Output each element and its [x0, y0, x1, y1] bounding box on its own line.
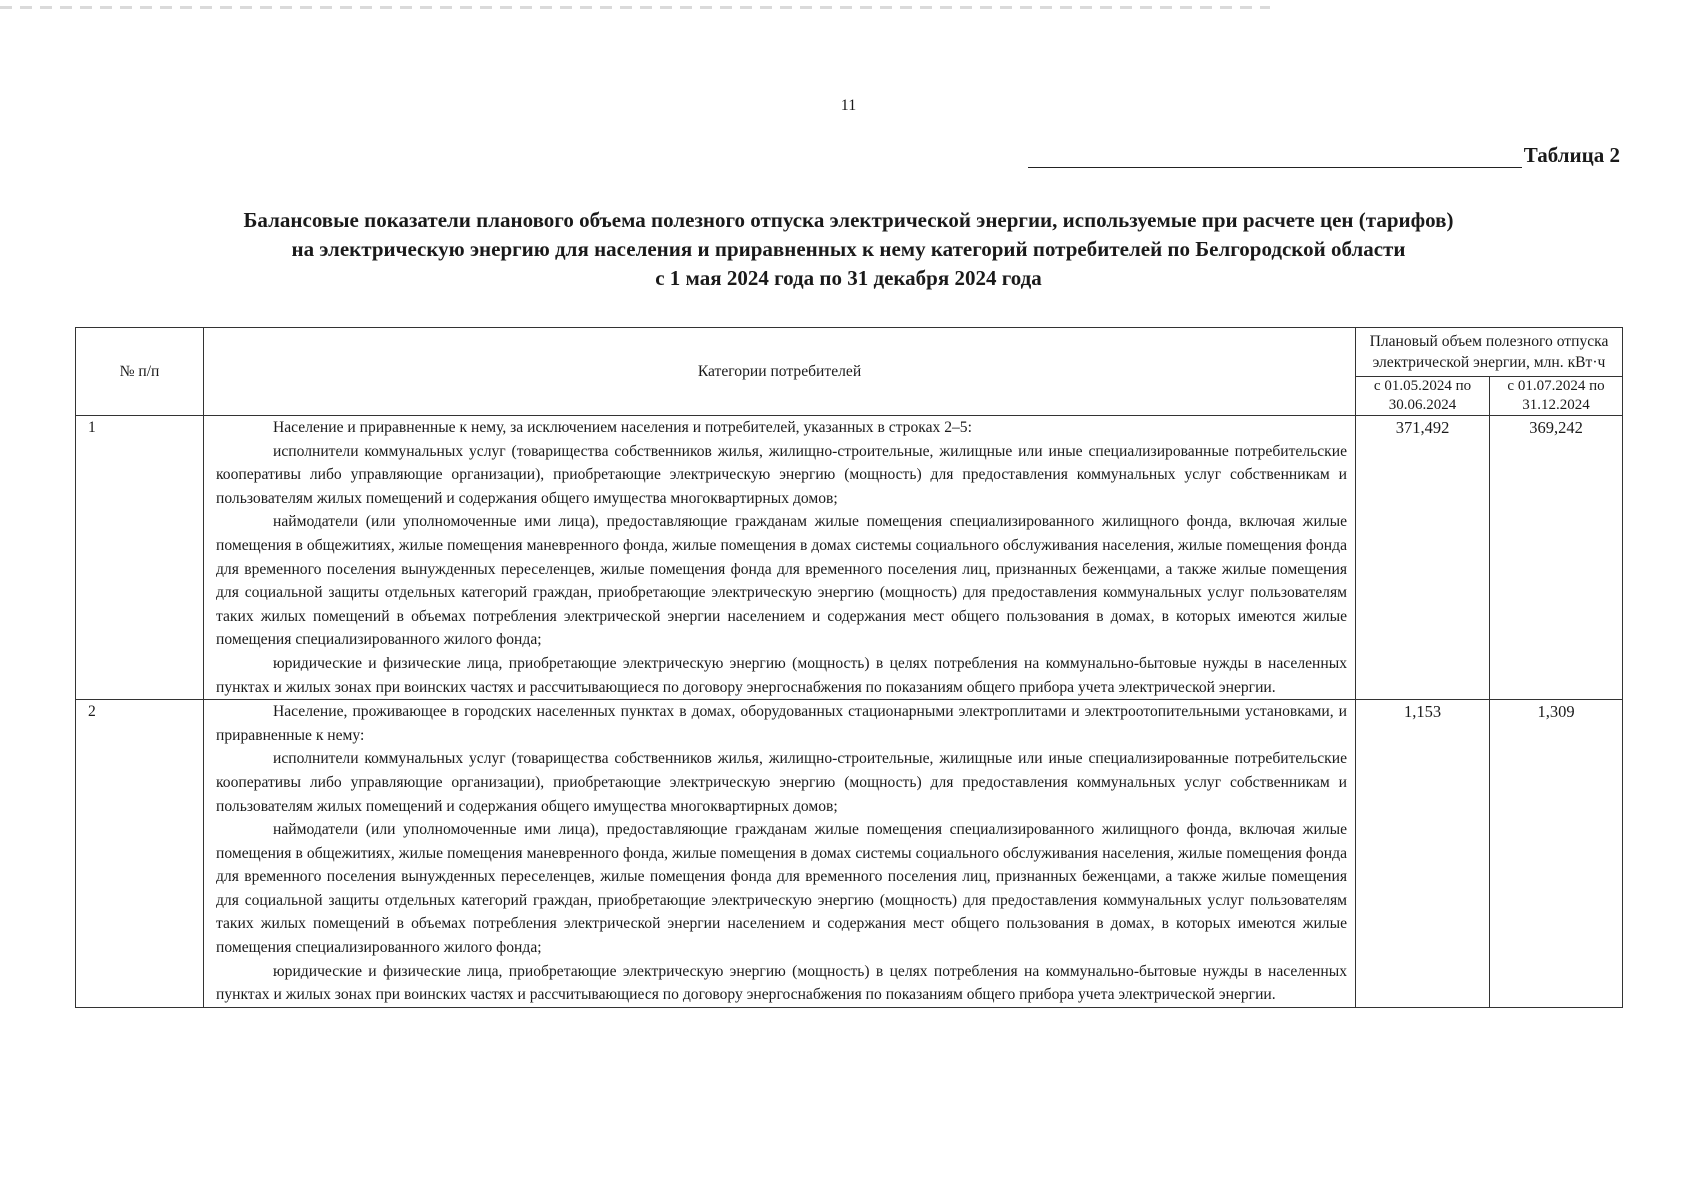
table-label	[1028, 143, 1620, 168]
title-line: с 1 мая 2024 года по 31 декабря 2024 года	[655, 266, 1042, 290]
row-paragraph: юридические и физические лица, приобретающие электрическую энергию (мощность) в целях потребления на коммунально-бытовые нужды в населенных пунктах и жилых зонах при воинских частях и рассчитывающиеся по договору энергоснабжения по показаниям общего прибора учета электрической энергии.	[216, 654, 1347, 696]
header-period-1: с 01.05.2024 по 30.06.2024	[1356, 377, 1490, 416]
row-value-period-2: 1,309	[1490, 700, 1623, 1008]
page-number: 11	[840, 97, 857, 114]
row-paragraph: наймодатели (или уполномоченные ими лица), предоставляющие гражданам жилые помещения специализированного жилищного фонда, включая жилые помещения в общежитиях, жилые помещения маневренного фонда, жилые помещения в домах системы социального обслуживания населения, жилые помещения фонда для временного поселения вынужденных переселенцев, жилые помещения фонда для временного поселения лиц, признанных беженцами, а также жилые помещения для социальной защиты отдельных категорий граждан, приобретающие электрическую энергию (мощность) для предоставления коммунальных услуг пользователям таких жилых помещений в объемах потребления электрической энергии населением и содержания мест общего пользования в домах, в которых имеются жилые помещения специализированного жилого фонда;	[216, 821, 1347, 957]
row-number: 1	[76, 416, 204, 700]
table-row	[76, 416, 1623, 700]
header-row	[76, 328, 1623, 377]
header-category: Категории потребителей	[204, 328, 1356, 416]
title-line: Балансовые показатели планового объема полезного отпуска электрической энергии, используемые при расчете цен (тарифов)	[243, 208, 1454, 232]
table-label-rule	[1028, 147, 1522, 168]
header-period-2: с 01.07.2024 по 31.12.2024	[1490, 377, 1623, 416]
header-num: № п/п	[76, 328, 204, 416]
row-value-period-2: 369,242	[1490, 416, 1623, 700]
row-paragraph: юридические и физические лица, приобретающие электрическую энергию (мощность) в целях потребления на коммунально-бытовые нужды в населенных пунктах и жилых зонах при воинских частях и рассчитывающиеся по договору энергоснабжения по показаниям общего прибора учета электрической энергии.	[216, 962, 1347, 1004]
row-number: 2	[76, 700, 204, 1008]
balance-table	[75, 327, 1623, 1008]
header-volume: Плановый объем полезного отпуска электрической энергии, млн. кВт·ч	[1356, 328, 1623, 377]
document-title	[60, 206, 1637, 293]
row-description	[204, 700, 1356, 1008]
row-paragraph: Население и приравненные к нему, за исключением населения и потребителей, указанных в строках 2–5:	[273, 419, 972, 436]
scan-artifact	[0, 6, 1270, 9]
table-row	[76, 700, 1623, 1008]
row-paragraph: Население, проживающее в городских населенных пунктах в домах, оборудованных стационарными электроплитами и электроотопительными установками, и приравненные к нему:	[216, 703, 1347, 744]
row-description	[204, 416, 1356, 700]
row-paragraph: наймодатели (или уполномоченные ими лица), предоставляющие гражданам жилые помещения специализированного жилищного фонда, включая жилые помещения в общежитиях, жилые помещения маневренного фонда, жилые помещения в домах системы социального обслуживания населения, жилые помещения фонда для временного поселения вынужденных переселенцев, жилые помещения фонда для временного поселения лиц, признанных беженцами, а также жилые помещения для социальной защиты отдельных категорий граждан, приобретающие электрическую энергию (мощность) для предоставления коммунальных услуг пользователям таких жилых помещений в объемах потребления электрической энергии населением и содержания мест общего пользования в домах, в которых имеются жилые помещения специализированного жилого фонда;	[216, 513, 1347, 649]
table-label-text: Таблица 2	[1523, 143, 1620, 167]
row-value-period-1: 371,492	[1356, 416, 1490, 700]
row-value-period-1: 1,153	[1356, 700, 1490, 1008]
row-paragraph: исполнители коммунальных услуг (товарищества собственников жилья, жилищно-строительные, жилищные или иные специализированные потребительские кооперативы либо управляющие организации), приобретающие электрическую энергию (мощность) для предоставления коммунальных услуг собственникам и пользователям жилых помещений и содержания общего имущества многоквартирных домов;	[216, 442, 1347, 507]
row-paragraph: исполнители коммунальных услуг (товарищества собственников жилья, жилищно-строительные, жилищные или иные специализированные потребительские кооперативы либо управляющие организации), приобретающие электрическую энергию (мощность) для предоставления коммунальных услуг собственникам и пользователям жилых помещений и содержания общего имущества многоквартирных домов;	[216, 750, 1347, 815]
title-line: на электрическую энергию для населения и приравненных к нему категорий потребителей по Белгородской области	[291, 237, 1406, 261]
